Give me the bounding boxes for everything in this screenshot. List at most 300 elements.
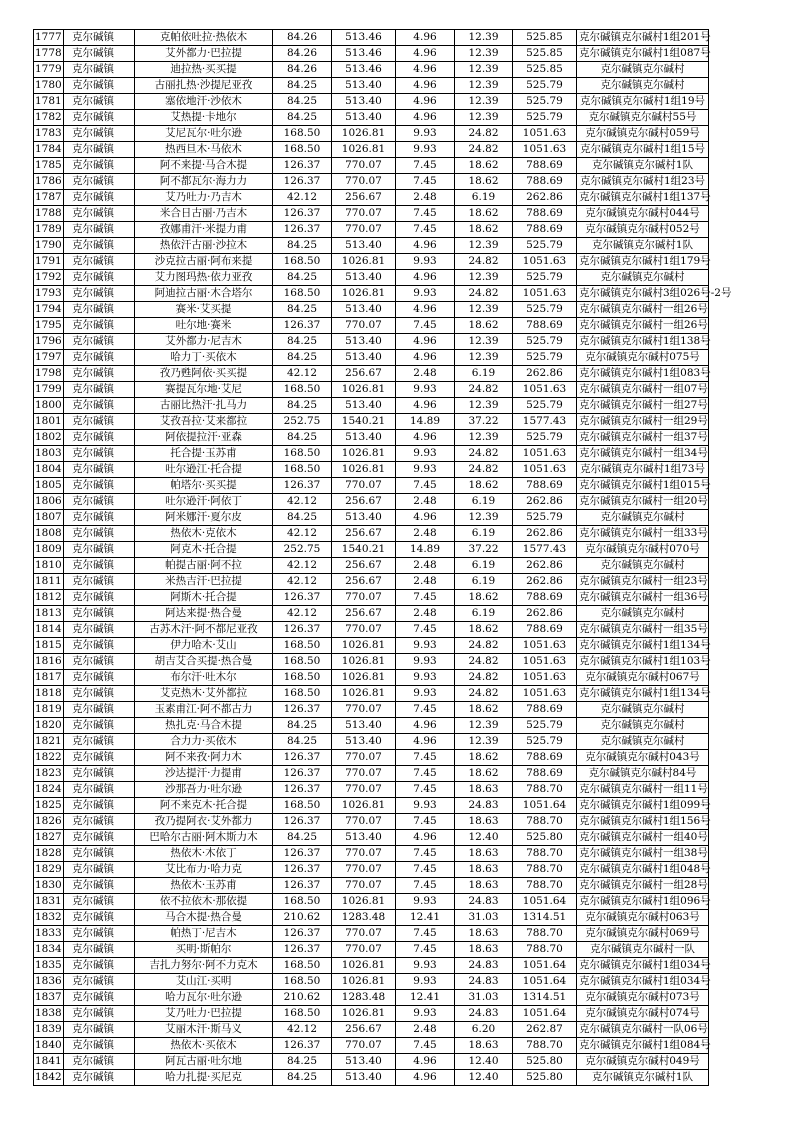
cell-address: 克尔碱镇克尔碱村044号 (577, 206, 709, 222)
cell-amount-2: 256.67 (332, 574, 396, 590)
table-row (34, 302, 709, 318)
cell-town: 克尔碱镇 (64, 206, 135, 222)
cell-total: 525.79 (513, 430, 577, 446)
cell-total: 525.79 (513, 238, 577, 254)
cell-amount-2: 770.07 (332, 926, 396, 942)
cell-row-number: 1804 (34, 462, 64, 478)
cell-town: 克尔碱镇 (64, 622, 135, 638)
cell-amount-1: 84.25 (273, 510, 332, 526)
cell-amount-3: 7.45 (396, 174, 455, 190)
cell-amount-4: 6.19 (455, 494, 513, 510)
cell-amount-2: 256.67 (332, 526, 396, 542)
cell-amount-3: 4.96 (396, 62, 455, 78)
cell-town: 克尔碱镇 (64, 350, 135, 366)
cell-amount-1: 168.50 (273, 798, 332, 814)
table-row (34, 478, 709, 494)
cell-row-number: 1818 (34, 686, 64, 702)
table-row (34, 462, 709, 478)
cell-amount-2: 770.07 (332, 206, 396, 222)
cell-amount-3: 7.45 (396, 926, 455, 942)
cell-name: 沙达提汗·力提甫 (135, 766, 273, 782)
cell-amount-1: 84.25 (273, 1054, 332, 1070)
cell-address: 克尔碱镇克尔碱村 (577, 78, 709, 94)
cell-row-number: 1835 (34, 958, 64, 974)
table-row (34, 158, 709, 174)
cell-row-number: 1787 (34, 190, 64, 206)
cell-address: 克尔碱镇克尔碱村074号 (577, 1006, 709, 1022)
table-row (34, 782, 709, 798)
cell-total: 1051.64 (513, 974, 577, 990)
cell-amount-4: 24.82 (455, 654, 513, 670)
cell-total: 262.86 (513, 366, 577, 382)
cell-amount-1: 168.50 (273, 446, 332, 462)
cell-total: 525.80 (513, 830, 577, 846)
table-row (34, 206, 709, 222)
cell-address: 克尔碱镇克尔碱村1组23号 (577, 174, 709, 190)
table-row (34, 238, 709, 254)
cell-amount-4: 18.63 (455, 814, 513, 830)
cell-town: 克尔碱镇 (64, 366, 135, 382)
cell-row-number: 1797 (34, 350, 64, 366)
cell-amount-4: 12.39 (455, 734, 513, 750)
cell-total: 1051.63 (513, 462, 577, 478)
cell-name: 阿不来提·马合木提 (135, 158, 273, 174)
cell-address: 克尔碱镇克尔碱村043号 (577, 750, 709, 766)
cell-total: 1051.63 (513, 686, 577, 702)
cell-address: 克尔碱镇克尔碱村1队 (577, 158, 709, 174)
cell-amount-4: 12.39 (455, 78, 513, 94)
cell-total: 525.80 (513, 1070, 577, 1086)
cell-amount-2: 513.40 (332, 94, 396, 110)
cell-total: 525.79 (513, 734, 577, 750)
cell-amount-4: 18.63 (455, 878, 513, 894)
cell-amount-4: 18.62 (455, 158, 513, 174)
cell-amount-2: 770.07 (332, 1038, 396, 1054)
cell-total: 262.87 (513, 1022, 577, 1038)
cell-amount-2: 1540.21 (332, 414, 396, 430)
cell-amount-2: 513.40 (332, 334, 396, 350)
cell-amount-1: 126.37 (273, 478, 332, 494)
cell-amount-4: 31.03 (455, 910, 513, 926)
table-row (34, 1070, 709, 1086)
cell-row-number: 1828 (34, 846, 64, 862)
cell-amount-4: 24.83 (455, 958, 513, 974)
cell-total: 525.85 (513, 46, 577, 62)
cell-address: 克尔碱镇克尔碱村1组73号 (577, 462, 709, 478)
cell-town: 克尔碱镇 (64, 78, 135, 94)
cell-total: 525.79 (513, 350, 577, 366)
cell-amount-3: 7.45 (396, 590, 455, 606)
table-row (34, 1022, 709, 1038)
cell-total: 525.79 (513, 334, 577, 350)
cell-name: 依不拉依木·那依提 (135, 894, 273, 910)
cell-address: 克尔碱镇克尔碱村一组29号 (577, 414, 709, 430)
cell-amount-3: 9.93 (396, 142, 455, 158)
cell-address: 克尔碱镇克尔碱村 (577, 734, 709, 750)
cell-amount-2: 513.40 (332, 238, 396, 254)
cell-row-number: 1784 (34, 142, 64, 158)
cell-amount-4: 18.63 (455, 862, 513, 878)
cell-amount-4: 18.62 (455, 750, 513, 766)
cell-row-number: 1813 (34, 606, 64, 622)
cell-row-number: 1837 (34, 990, 64, 1006)
cell-name: 阿米娜汗·夏尔皮 (135, 510, 273, 526)
cell-amount-2: 513.46 (332, 30, 396, 46)
cell-amount-2: 770.07 (332, 590, 396, 606)
cell-amount-4: 18.62 (455, 766, 513, 782)
cell-amount-4: 24.82 (455, 286, 513, 302)
cell-name: 阿斯木·托合提 (135, 590, 273, 606)
cell-town: 克尔碱镇 (64, 46, 135, 62)
cell-amount-1: 84.25 (273, 1070, 332, 1086)
cell-name: 吐尔逊汗·阿依丁 (135, 494, 273, 510)
cell-name: 吉扎力努尔·阿不力克木 (135, 958, 273, 974)
cell-amount-4: 12.39 (455, 302, 513, 318)
cell-total: 525.79 (513, 78, 577, 94)
cell-amount-4: 24.82 (455, 670, 513, 686)
cell-address: 克尔碱镇克尔碱村067号 (577, 670, 709, 686)
table-row (34, 382, 709, 398)
cell-address: 克尔碱镇克尔碱村一组37号 (577, 430, 709, 446)
cell-address: 克尔碱镇克尔碱村1组087号 (577, 46, 709, 62)
cell-amount-2: 513.40 (332, 78, 396, 94)
cell-address: 克尔碱镇克尔碱村049号 (577, 1054, 709, 1070)
cell-row-number: 1803 (34, 446, 64, 462)
cell-town: 克尔碱镇 (64, 1054, 135, 1070)
cell-amount-1: 126.37 (273, 878, 332, 894)
cell-amount-3: 7.45 (396, 222, 455, 238)
cell-town: 克尔碱镇 (64, 862, 135, 878)
cell-amount-4: 18.63 (455, 846, 513, 862)
cell-amount-4: 24.82 (455, 446, 513, 462)
table-row (34, 190, 709, 206)
cell-address: 克尔碱镇克尔碱村1组103号 (577, 654, 709, 670)
cell-name: 帕塔尔·买买提 (135, 478, 273, 494)
cell-amount-4: 24.82 (455, 142, 513, 158)
table-row (34, 590, 709, 606)
cell-amount-1: 126.37 (273, 926, 332, 942)
table-body (34, 30, 732, 1086)
cell-amount-3: 9.93 (396, 254, 455, 270)
cell-town: 克尔碱镇 (64, 926, 135, 942)
cell-amount-3: 9.93 (396, 446, 455, 462)
cell-row-number: 1841 (34, 1054, 64, 1070)
cell-amount-4: 18.62 (455, 206, 513, 222)
cell-amount-1: 168.50 (273, 638, 332, 654)
cell-amount-1: 210.62 (273, 990, 332, 1006)
table-row (34, 750, 709, 766)
table-row (34, 366, 709, 382)
cell-name: 赛提瓦尔地·艾尼 (135, 382, 273, 398)
cell-amount-1: 42.12 (273, 1022, 332, 1038)
cell-amount-3: 4.96 (396, 302, 455, 318)
cell-address: 克尔碱镇克尔碱村 (577, 558, 709, 574)
cell-town: 克尔碱镇 (64, 222, 135, 238)
cell-total: 788.69 (513, 174, 577, 190)
cell-amount-2: 513.40 (332, 1070, 396, 1086)
cell-town: 克尔碱镇 (64, 62, 135, 78)
cell-amount-3: 7.45 (396, 750, 455, 766)
cell-town: 克尔碱镇 (64, 462, 135, 478)
cell-amount-3: 4.96 (396, 1054, 455, 1070)
cell-amount-4: 24.83 (455, 894, 513, 910)
cell-amount-4: 12.39 (455, 238, 513, 254)
cell-name: 艾力图玛热·依力亚孜 (135, 270, 273, 286)
cell-amount-2: 770.07 (332, 222, 396, 238)
cell-row-number: 1842 (34, 1070, 64, 1086)
cell-total: 1051.63 (513, 254, 577, 270)
cell-address: 克尔碱镇克尔碱村1组138号 (577, 334, 709, 350)
cell-town: 克尔碱镇 (64, 494, 135, 510)
cell-row-number: 1805 (34, 478, 64, 494)
cell-amount-2: 770.07 (332, 622, 396, 638)
cell-address: 克尔碱镇克尔碱村075号 (577, 350, 709, 366)
cell-address: 克尔碱镇克尔碱村063号 (577, 910, 709, 926)
cell-total: 525.79 (513, 110, 577, 126)
table-row (34, 878, 709, 894)
cell-amount-4: 18.63 (455, 782, 513, 798)
cell-row-number: 1786 (34, 174, 64, 190)
cell-town: 克尔碱镇 (64, 558, 135, 574)
cell-town: 克尔碱镇 (64, 638, 135, 654)
cell-amount-3: 9.93 (396, 958, 455, 974)
cell-amount-2: 1026.81 (332, 670, 396, 686)
table-row (34, 686, 709, 702)
table-row (34, 670, 709, 686)
cell-amount-1: 168.50 (273, 382, 332, 398)
cell-amount-4: 6.19 (455, 366, 513, 382)
cell-amount-2: 1540.21 (332, 542, 396, 558)
cell-amount-2: 770.07 (332, 158, 396, 174)
cell-amount-1: 210.62 (273, 910, 332, 926)
cell-amount-1: 168.50 (273, 142, 332, 158)
cell-row-number: 1834 (34, 942, 64, 958)
cell-town: 克尔碱镇 (64, 974, 135, 990)
table-row (34, 974, 709, 990)
cell-amount-2: 513.40 (332, 734, 396, 750)
cell-town: 克尔碱镇 (64, 766, 135, 782)
cell-amount-4: 18.62 (455, 622, 513, 638)
cell-name: 古苏木汗·阿不都尼亚孜 (135, 622, 273, 638)
cell-address: 克尔碱镇克尔碱村1组099号 (577, 798, 709, 814)
cell-town: 克尔碱镇 (64, 270, 135, 286)
cell-total: 262.86 (513, 558, 577, 574)
cell-row-number: 1780 (34, 78, 64, 94)
cell-name: 巴哈尔古丽·阿木斯力木 (135, 830, 273, 846)
cell-name: 艾丽木汗·斯马义 (135, 1022, 273, 1038)
cell-town: 克尔碱镇 (64, 286, 135, 302)
cell-address: 克尔碱镇克尔碱村一组26号 (577, 302, 709, 318)
cell-address: 克尔碱镇克尔碱村一组20号 (577, 494, 709, 510)
cell-amount-2: 1283.48 (332, 990, 396, 1006)
cell-name: 塞依地汗·沙依木 (135, 94, 273, 110)
cell-total: 525.85 (513, 30, 577, 46)
cell-row-number: 1810 (34, 558, 64, 574)
cell-row-number: 1832 (34, 910, 64, 926)
cell-amount-3: 2.48 (396, 526, 455, 542)
cell-amount-1: 84.25 (273, 830, 332, 846)
cell-row-number: 1816 (34, 654, 64, 670)
cell-name: 艾乃吐力·乃吉木 (135, 190, 273, 206)
cell-amount-2: 770.07 (332, 174, 396, 190)
cell-amount-3: 2.48 (396, 494, 455, 510)
table-row (34, 142, 709, 158)
cell-town: 克尔碱镇 (64, 254, 135, 270)
cell-row-number: 1826 (34, 814, 64, 830)
cell-row-number: 1817 (34, 670, 64, 686)
cell-amount-3: 4.96 (396, 78, 455, 94)
cell-town: 克尔碱镇 (64, 318, 135, 334)
cell-address: 克尔碱镇克尔碱村一组26号 (577, 318, 709, 334)
cell-address: 克尔碱镇克尔碱村一组38号 (577, 846, 709, 862)
cell-amount-3: 4.96 (396, 110, 455, 126)
cell-amount-1: 126.37 (273, 750, 332, 766)
cell-amount-1: 84.25 (273, 398, 332, 414)
cell-town: 克尔碱镇 (64, 782, 135, 798)
cell-total: 525.85 (513, 62, 577, 78)
cell-amount-1: 126.37 (273, 174, 332, 190)
cell-amount-4: 12.40 (455, 1054, 513, 1070)
cell-amount-4: 6.19 (455, 190, 513, 206)
cell-amount-2: 770.07 (332, 478, 396, 494)
cell-address: 克尔碱镇克尔碱村一队06号 (577, 1022, 709, 1038)
cell-amount-2: 513.40 (332, 350, 396, 366)
cell-amount-4: 24.82 (455, 686, 513, 702)
cell-amount-1: 126.37 (273, 766, 332, 782)
cell-amount-4: 12.39 (455, 718, 513, 734)
table-row (34, 254, 709, 270)
cell-row-number: 1792 (34, 270, 64, 286)
cell-amount-1: 84.26 (273, 46, 332, 62)
cell-amount-2: 770.07 (332, 318, 396, 334)
cell-total: 788.70 (513, 814, 577, 830)
cell-amount-1: 42.12 (273, 190, 332, 206)
cell-address: 克尔碱镇克尔碱村一组36号 (577, 590, 709, 606)
cell-amount-1: 126.37 (273, 622, 332, 638)
cell-amount-1: 42.12 (273, 366, 332, 382)
cell-amount-1: 42.12 (273, 494, 332, 510)
table-row (34, 814, 709, 830)
cell-town: 克尔碱镇 (64, 830, 135, 846)
cell-address: 克尔碱镇克尔碱村一组11号 (577, 782, 709, 798)
cell-town: 克尔碱镇 (64, 734, 135, 750)
cell-town: 克尔碱镇 (64, 30, 135, 46)
cell-amount-1: 168.50 (273, 670, 332, 686)
cell-amount-3: 2.48 (396, 574, 455, 590)
cell-amount-1: 84.25 (273, 734, 332, 750)
cell-name: 阿不来孜·阿力木 (135, 750, 273, 766)
cell-amount-1: 126.37 (273, 590, 332, 606)
cell-total: 1051.64 (513, 798, 577, 814)
cell-amount-4: 31.03 (455, 990, 513, 1006)
cell-amount-4: 18.63 (455, 926, 513, 942)
cell-amount-3: 4.96 (396, 334, 455, 350)
cell-row-number: 1830 (34, 878, 64, 894)
table-row (34, 46, 709, 62)
cell-name: 合力力·买依木 (135, 734, 273, 750)
cell-amount-3: 7.45 (396, 318, 455, 334)
cell-amount-1: 168.50 (273, 686, 332, 702)
cell-address: 克尔碱镇克尔碱村1组084号 (577, 1038, 709, 1054)
cell-total: 788.69 (513, 318, 577, 334)
cell-total: 1577.43 (513, 542, 577, 558)
table-row (34, 718, 709, 734)
cell-address: 克尔碱镇克尔碱村1组19号 (577, 94, 709, 110)
cell-name: 迪拉热·买买提 (135, 62, 273, 78)
cell-amount-3: 4.96 (396, 398, 455, 414)
cell-name: 热依汗古丽·沙拉木 (135, 238, 273, 254)
cell-town: 克尔碱镇 (64, 702, 135, 718)
cell-amount-1: 168.50 (273, 1006, 332, 1022)
cell-amount-2: 770.07 (332, 942, 396, 958)
cell-total: 788.70 (513, 782, 577, 798)
table-row (34, 862, 709, 878)
cell-town: 克尔碱镇 (64, 158, 135, 174)
cell-amount-1: 168.50 (273, 894, 332, 910)
cell-amount-3: 4.96 (396, 830, 455, 846)
cell-amount-1: 126.37 (273, 318, 332, 334)
cell-amount-4: 12.40 (455, 830, 513, 846)
cell-name: 孜娜甫汗·米提力甫 (135, 222, 273, 238)
cell-amount-1: 84.25 (273, 334, 332, 350)
table-row (34, 1006, 709, 1022)
cell-address: 克尔碱镇克尔碱村84号 (577, 766, 709, 782)
cell-total: 262.86 (513, 494, 577, 510)
cell-amount-2: 1026.81 (332, 686, 396, 702)
cell-address: 克尔碱镇克尔碱村 (577, 606, 709, 622)
cell-name: 吐尔逊江·托合提 (135, 462, 273, 478)
cell-amount-3: 9.93 (396, 894, 455, 910)
cell-row-number: 1819 (34, 702, 64, 718)
cell-town: 克尔碱镇 (64, 1070, 135, 1086)
cell-amount-2: 256.67 (332, 558, 396, 574)
cell-name: 哈力丁·买依木 (135, 350, 273, 366)
cell-amount-2: 770.07 (332, 782, 396, 798)
cell-amount-4: 12.39 (455, 46, 513, 62)
cell-amount-4: 6.20 (455, 1022, 513, 1038)
cell-address: 克尔碱镇克尔碱村一组23号 (577, 574, 709, 590)
cell-row-number: 1777 (34, 30, 64, 46)
cell-address: 克尔碱镇克尔碱村1组137号 (577, 190, 709, 206)
cell-name: 热扎克·马合木提 (135, 718, 273, 734)
cell-row-number: 1822 (34, 750, 64, 766)
cell-row-number: 1815 (34, 638, 64, 654)
cell-town: 克尔碱镇 (64, 942, 135, 958)
cell-total: 262.86 (513, 526, 577, 542)
cell-address: 克尔碱镇克尔碱村3组026号-2号 (577, 286, 709, 302)
table-row (34, 350, 709, 366)
cell-amount-4: 12.39 (455, 62, 513, 78)
cell-row-number: 1798 (34, 366, 64, 382)
cell-amount-1: 42.12 (273, 574, 332, 590)
table-row (34, 446, 709, 462)
cell-amount-4: 6.19 (455, 526, 513, 542)
cell-town: 克尔碱镇 (64, 174, 135, 190)
table-row (34, 702, 709, 718)
cell-town: 克尔碱镇 (64, 1038, 135, 1054)
cell-row-number: 1807 (34, 510, 64, 526)
cell-amount-1: 84.26 (273, 30, 332, 46)
table-row (34, 494, 709, 510)
cell-name: 帕热丁·尼吉木 (135, 926, 273, 942)
cell-address: 克尔碱镇克尔碱村1组134号 (577, 686, 709, 702)
cell-name: 阿瓦古丽·吐尔地 (135, 1054, 273, 1070)
cell-town: 克尔碱镇 (64, 398, 135, 414)
cell-town: 克尔碱镇 (64, 510, 135, 526)
cell-town: 克尔碱镇 (64, 238, 135, 254)
cell-amount-4: 6.19 (455, 606, 513, 622)
cell-row-number: 1778 (34, 46, 64, 62)
